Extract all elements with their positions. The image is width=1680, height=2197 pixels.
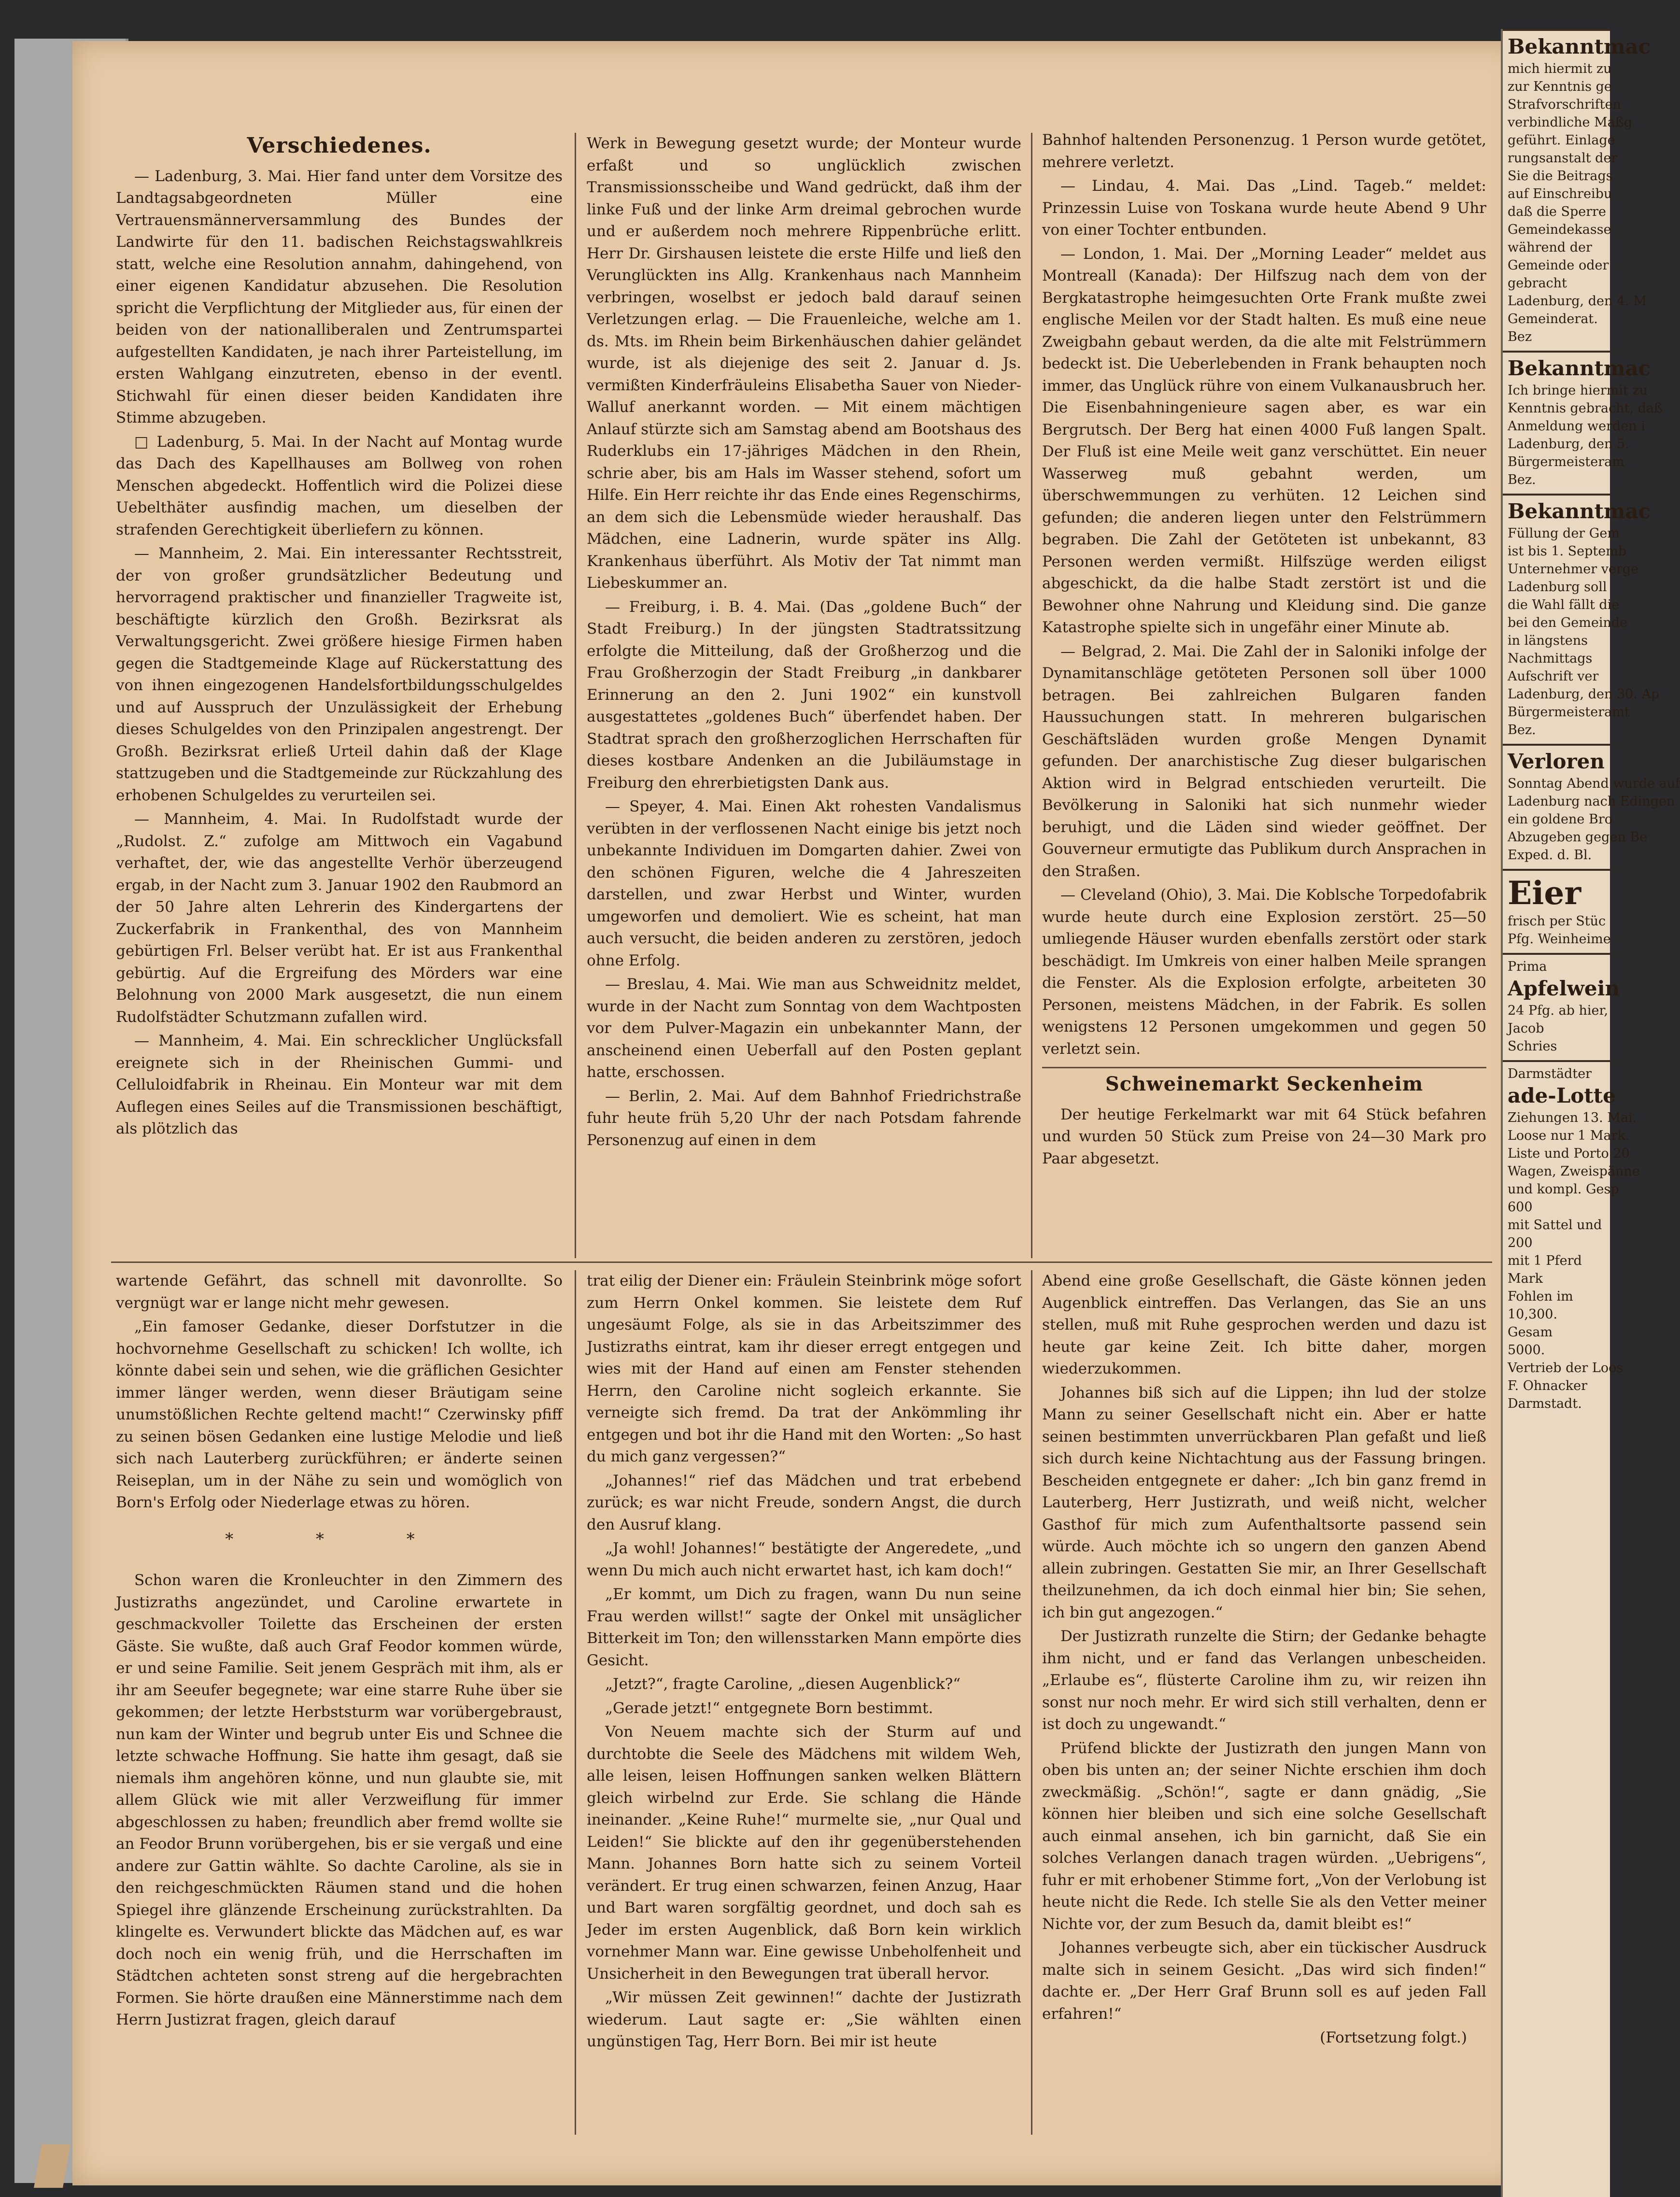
- continued-notice: (Fortsetzung folgt.): [1320, 2029, 1467, 2046]
- ad-line: daß die Sperre: [1508, 204, 1607, 219]
- ad-line: Exped. d. Bl.: [1508, 848, 1592, 863]
- ad-line: Gemeindekasse: [1508, 222, 1611, 237]
- ad-line: rungsanstalt der: [1508, 151, 1618, 166]
- ad-heading: ade-Lotte: [1508, 1084, 1616, 1107]
- ad-line: Ladenburg nach Edingen: [1508, 794, 1675, 809]
- ad-line: Fohlen im: [1508, 1289, 1573, 1304]
- ad-line: geführt. Einlage: [1508, 133, 1615, 148]
- ad-line: während der: [1508, 240, 1592, 255]
- ad-line: mit 1 Pferd: [1508, 1253, 1582, 1268]
- ad-line: und kompl. Gesp: [1508, 1182, 1619, 1197]
- ad-line: Strafvorschriften: [1508, 97, 1621, 112]
- story-paragraph: Abend eine große Gesellschaft, die Gäste können jeden Augenblick eintreffen. Das Verlangen, das Sie an uns stellen, muß mit Ruhe gesprochen werden und dazu ist heute gar keine Zeit. Ich bitte daher, morgen wiederzukommen.: [1042, 1272, 1486, 1377]
- column-bottom-1: [116, 1270, 563, 2140]
- article-paragraph: — Mannheim, 4. Mai. In Rudolfstadt wurde der „Rudolst. Z.“ zufolge am Mittwoch ein Vagabund verhaftet, der, wie das angestellte Verhör überzeugend ergab, in der Nacht zum 3. Januar 1902 den Raubmord an der 50 Jahre alten Lehrerin des Kindergartens der Zuckerfabrik in Frankenthal, des von Mannheim gebürtigen Frl. Belser verübt hat. Er ist aus Frankenthal gebürtig. Auf die Ergreifung des Mörders war eine Belohnung von 2000 Mark ausgesetzt, die nun einem Rudolfstädter Schutzmann zufallen wird.: [116, 810, 563, 1026]
- story-paragraph: „Ein famoser Gedanke, dieser Dorfstutzer in die hochvornehme Gesellschaft zu schicken! Ich wollte, ich könnte dabei sein und sehen, wie die gräflichen Gesichter immer länger werden, wenn dieser Bräutigam seine unumstößlichen Rechte geltend macht!“ Czerwinsky pfiff zu seinen bösen Gedanken eine lustige Melodie und ließ sich nach Lauterberg zurückführen; er änderte seinen Reiseplan, um in der Nähe zu sein und womöglich von Born's Erfolg oder Niederlage etwas zu hören.: [116, 1318, 563, 1511]
- ad-line: Kenntnis gebracht, daß: [1508, 401, 1663, 416]
- story-paragraph: wartende Gefährt, das schnell mit davonrollte. So vergnügt war er lange nicht mehr gewesen.: [116, 1272, 563, 1312]
- ad-line: Schries: [1508, 1039, 1557, 1054]
- ad-line: mich hiermit zu: [1508, 61, 1612, 76]
- column-rule: [1031, 133, 1032, 1258]
- ad-line: 24 Pfg. ab hier,: [1508, 1003, 1609, 1018]
- article-paragraph: — Berlin, 2. Mai. Auf dem Bahnhof Friedrichstraße fuhr heute früh 5,20 Uhr der nach Potsdam fahrende Personenzug auf einen in dem: [587, 1087, 1021, 1149]
- column-bottom-3: [1042, 1270, 1486, 2140]
- article-paragraph: — Freiburg, i. B. 4. Mai. (Das „goldene Buch“ der Stadt Freiburg.) In der jüngsten Stadtratssitzung erfolgte die Mitteilung, daß der Großherzog und die Frau Großherzogin der Stadt Freiburg „in dankbarer Erinnerung an den 2. Juni 1902“ ein kunstvoll ausgestattetes „goldenes Buch“ überfendet haben. Der Stadtrat sprach den großherzoglichen Herrschaften für dieses kostbare Andenken an die Jubiläumstage in Freiburg den ehrerbietigsten Dank aus.: [587, 598, 1021, 792]
- ad-line: bei den Gemeinde: [1508, 615, 1628, 630]
- ad-line: Aufschrift ver: [1508, 669, 1599, 684]
- ad-line: ein goldene Bro: [1508, 812, 1612, 827]
- article-paragraph: — Belgrad, 2. Mai. Die Zahl der in Saloniki infolge der Dynamitanschläge getöteten Personen soll über 1000 betragen. Bei zahlreichen Bulgaren fanden Haussuchungen statt. In mehreren bulgarischen Geschäftsläden wurden große Mengen Dynamit gefunden. Der anarchistische Zug dieser bulgarischen Aktion wird in Belgrad entschieden verurteilt. Die Bevölkerung in Saloniki hat sich nunmehr wieder beruhigt, und die Läden sind wieder geöffnet. Der Gouverneur ermutigte das Publikum durch Ansprachen in den Straßen.: [1042, 642, 1486, 880]
- ad-heading: Bekanntmac: [1508, 35, 1651, 58]
- ad-preline: Darmstädter: [1508, 1066, 1592, 1081]
- ad-line: Pfg. Weinheime: [1508, 932, 1611, 947]
- column-top-3: [1042, 129, 1486, 1255]
- ad-line: die Wahl fällt die: [1508, 597, 1620, 612]
- article-paragraph: — London, 1. Mai. Der „Morning Leader“ meldet aus Montreall (Kanada): Der Hilfszug nach dem von der Bergkatastrophe heimgesuchten Orte Frank mußte zwei englische Meilen vor der Stadt halten. Es muß eine neue Zweigbahn gebaut werden, da die alte mit Felstrümmern bedeckt ist. Die Ueberlebenden in Frank behaupten noch immer, das Unglück rühre von einem Vulkanausbruch her. Die Eisenbahningenieure sagen aber, es war ein Bergrutsch. Der Berg hat einen 4000 Fuß langen Spalt. Der Fluß ist eine Meile weit ganz verschüttet. Ein neuer Wasserweg muß gebahnt werden, um überschwemmungen zu verhüten. 12 Leichen sind gefunden; die anderen liegen unter den Felstrümmern begraben. Die Zahl der Getöteten ist unbekannt, 83 Personen werden vermißt. Hilfszüge werden eiligst abgeschickt, da die halbe Stadt zerstört ist und die Bewohner ohne Nahrung und Kleidung sind. Die ganze Katastrophe spielte sich in ungefähr einer Minute ab.: [1042, 245, 1486, 636]
- ad-heading: Bekanntmac: [1508, 356, 1651, 380]
- article-paragraph: — Lindau, 4. Mai. Das „Lind. Tageb.“ meldet: Prinzessin Luise von Toskana wurde heute Abend 9 Uhr von einer Tochter entbunden.: [1042, 177, 1486, 239]
- ad-line: 200: [1508, 1235, 1533, 1250]
- story-paragraph: Von Neuem machte sich der Sturm auf und durchtobte die Seele des Mädchens mit wildem Weh, alle leisen, leisen Hoffnungen sanken welken Blättern gleich wirbelnd zur Erde. Sie schlang die Hände ineinander. „Keine Ruhe!“ murmelte sie, „nur Qual und Leiden!“ Sie blickte auf den ihr gegenüberstehenden Mann. Johannes Born hatte sich zu seinem Vorteil verändert. Er trug einen schwarzen, feinen Anzug, Haar und Bart waren sorgfältig geordnet, und doch sah es Jeder im ersten Augenblick, daß Born kein wirklich vornehmer Mann war. Eine gewisse Unbeholfenheit und Unsicherheit in den Bewegungen trat überall hervor.: [587, 1723, 1021, 1983]
- article-paragraph: — Ladenburg, 3. Mai. Hier fand unter dem Vorsitze des Landtagsabgeordneten Müller eine Vertrauensmännerversammlung des Bundes der Landwirte für den 11. badischen Reichstagswahlkreis statt, welche eine Resolution annahm, dahingehend, von einer eigenen Kandidatur abzusehen. Die Resolution spricht die Verpflichtung der Mitglieder aus, für einen der beiden von der nationalliberalen und Zentrumspartei aufgestellten Kandidaten, je nach ihrer Parteistellung, im ersten Wahlgang einzutreten, ebenso in der eventl. Stichwahl für einen dieser beiden Kandidaten ihre Stimme abzugeben.: [116, 167, 563, 426]
- ad-line: Ladenburg, den 5.: [1508, 437, 1629, 452]
- ad-line: Gemeinderat.: [1508, 312, 1598, 326]
- story-paragraph: Schon waren die Kronleuchter in den Zimmern des Justizraths angezündet, und Caroline erwartete in geschmackvoller Toilette das Erscheinen der ersten Gäste. Sie wußte, daß auch Graf Feodor kommen würde, er und seine Familie. Seit jenem Gespräch mit ihm, als er ihr am Seeufer begegnete; war eine starre Ruhe über sie gekommen; der letzte Herbststurm war vorübergebraust, nun kam der Winter und begrub unter Eis und Schnee die letzte schwache Hoffnung. Sie hatte ihm gesagt, daß sie niemals ihm angehören könne, und nun glaubte sie, mit allem Glück wie mit aller Verzweiflung für immer abgeschlossen zu haben; freundlich aber fremd wollte sie an Feodor Brunn vorübergehen, bis er sie vergaß und eine andere zur Gattin wählte. So dachte Caroline, als sie in den reichgeschmückten Räumen stand und die hohen Spiegel ihre glänzende Erscheinung zurückstrahlten. Da klingelte es. Verwundert blickte das Mädchen auf, es war doch noch ein wenig früh, und die Herrschaften im Städtchen achteten sonst streng auf die hergebrachten Formen. Sie hörte draußen eine Männerstimme nach dem Herrn Justizrat fragen, gleich darauf: [116, 1572, 563, 2028]
- ad-heading-large: Eier: [1508, 874, 1581, 912]
- story-paragraph: Johannes verbeugte sich, aber ein tückischer Ausdruck malte sich in seinem Gesicht. „Das wird sich finden!“ dachte er. „Der Herr Graf Brunn soll es auf jeden Fall erfahren!“: [1042, 1939, 1486, 2023]
- section-break-stars: * * *: [225, 1529, 453, 1549]
- ad-line: verbindliche Maßg: [1508, 115, 1633, 130]
- ad-line: Ladenburg, den 4. M: [1508, 294, 1647, 309]
- ad-line: Anmeldung werden i: [1508, 419, 1645, 434]
- ad-line: Ladenburg, den 30. Ap: [1508, 687, 1660, 702]
- ad-line: zur Kenntnis ge: [1508, 79, 1612, 94]
- ad-line: Jacob: [1508, 1021, 1544, 1036]
- article-paragraph: □ Ladenburg, 5. Mai. In der Nacht auf Montag wurde das Dach des Kapellhauses am Bollweg von rohen Menschen abgedeckt. Hoffentlich wird die Polizei diese Uebelthäter ausfindig machen, um dieselben der strafenden Gerechtigkeit überliefern zu können.: [116, 433, 563, 539]
- ad-line: Gemeinde oder: [1508, 258, 1609, 273]
- story-paragraph: Johannes biß sich auf die Lippen; ihn lud der stolze Mann zu seiner Gesellschaft nicht ein. Aber er hatte seinen bestimmten unverrückbaren Plan gefaßt und ließ sich durch keine Nichtachtung aus der Fassung bringen. Bescheiden entgegnete er daher: „Ich bin ganz fremd in Lauterberg, Herr Justizrath, und weiß nicht, welcher Gasthof für mich zum Aufenthaltsorte passend sein würde. Auch möchte ich so ungern den ganzen Abend allein zubringen. Gestatten Sie mir, an Ihrer Gesellschaft theilzunehmen, da ich doch einmal hier bin; Sie sehen, ich bin gut angezogen.“: [1042, 1384, 1486, 1621]
- ad-line: 10,300.: [1508, 1307, 1558, 1322]
- article-paragraph: Bahnhof haltenden Personenzug. 1 Person wurde getötet, mehrere verletzt.: [1042, 131, 1486, 171]
- advertisement: [1503, 744, 1680, 869]
- ad-line: Loose nur 1 Mark.: [1508, 1128, 1630, 1143]
- section-rule: [111, 1262, 1492, 1263]
- ad-line: 600: [1508, 1200, 1533, 1215]
- ad-line: Gesam: [1508, 1325, 1553, 1340]
- ad-line: mit Sattel und: [1508, 1218, 1602, 1233]
- ad-line: Ziehungen 13. Mai.: [1508, 1110, 1637, 1125]
- ad-line: Nachmittags: [1508, 651, 1593, 666]
- article-paragraph: — Mannheim, 4. Mai. Ein schrecklicher Unglücksfall ereignete sich in der Rheinischen Gummi- und Celluloidfabrik in Rheinau. Ein Monteur war mit dem Auflegen eines Seiles auf die Transmissionen beschäftigt, als plötzlich das: [116, 1032, 563, 1137]
- ad-line: Darmstadt.: [1508, 1396, 1582, 1411]
- column-rule: [575, 1270, 576, 2135]
- story-paragraph: „Jetzt?“, fragte Caroline, „diesen Augenblick?“: [605, 1675, 961, 1693]
- column-top-2: [587, 133, 1021, 1253]
- advertisement: [1503, 869, 1610, 953]
- advertisement: [1503, 1060, 1640, 1417]
- story-paragraph: Prüfend blickte der Justizrath den jungen Mann von oben bis unten an; der seiner Nichte erschien ihm doch zweckmäßig. „Schön!“, sagte er dann gnädig, „Sie können hier bleiben und sich eine solche Gesellschaft auch einmal ansehen, ich bin garnicht, daß Sie ein solches Verlangen danach tragen würden. „Uebrigens“, fuhr er mit erhobener Stimme fort, „Von der Verlobung ist heute nicht die Rede. Ich stelle Sie als den Vetter meiner Nichte vor, der zum Besuch da, damit bleibt es!“: [1042, 1739, 1486, 1933]
- article-paragraph: — Cleveland (Ohio), 3. Mai. Die Koblsche Torpedofabrik wurde heute durch eine Explosion zerstört. 25—50 umliegende Häuser wurden ebenfalls zerstört oder stark beschädigt. Im Umkreis von einer halben Meile sprangen die Fenster. Als die Explosion erfolgte, arbeiteten 30 Personen, meistens Mädchen, in der Fabrik. Es sollen wenigstens 12 Personen umgekommen und gegen 50 verletzt sein.: [1042, 886, 1486, 1058]
- ad-line: Vertrieb der Loos: [1508, 1361, 1624, 1375]
- ad-line: Unternehmer verge: [1508, 562, 1639, 577]
- column-bottom-2: [587, 1270, 1021, 2140]
- story-paragraph: „Johannes!“ rief das Mädchen und trat erbebend zurück; es war nicht Freude, sondern Angst, die durch den Ausruf klang.: [587, 1472, 1021, 1533]
- story-paragraph: „Ja wohl! Johannes!“ bestätigte der Angeredete, „und wenn Du mich auch nicht erwartet hast, ich kam doch!“: [587, 1540, 1021, 1579]
- ad-line: in längstens: [1508, 633, 1588, 648]
- section-heading-verschiedenes: Verschiedenes.: [247, 133, 432, 158]
- column-rule: [1031, 1270, 1032, 2135]
- ad-line: frisch per Stüc: [1508, 914, 1606, 929]
- advertisement: [1503, 351, 1663, 494]
- story-paragraph: „Wir müssen Zeit gewinnen!“ dachte der Justizrath wiederum. Laut sagte er: „Sie wählten einen ungünstigen Tag, Herr Born. Bei mir ist heute: [587, 1989, 1021, 2050]
- article-paragraph: — Speyer, 4. Mai. Einen Akt rohesten Vandalismus verübten in der verflossenen Nacht einige bis jetzt noch unbekannte Individuen im Domgarten dahier. Zwei von den schönen Figuren, welche die 4 Jahreszeiten darstellen, und zwar Herbst und Winter, wurden umgeworfen und demoliert. Wie es scheint, hat man auch versucht, die beiden anderen zu zerstören, jedoch ohne Erfolg.: [587, 798, 1021, 969]
- ad-line: auf Einschreibu: [1508, 186, 1612, 201]
- market-text: Der heutige Ferkelmarkt war mit 64 Stück befahren und wurden 50 Stück zum Preise von 24—30 Mark pro Paar abgesetzt.: [1042, 1106, 1486, 1167]
- ad-line: Bez: [1508, 329, 1532, 344]
- column-rule: [575, 133, 576, 1258]
- story-paragraph: „Er kommt, um Dich zu fragen, wann Du nun seine Frau werden willst!“ sagte der Onkel mit unsäglicher Bitterkeit im Ton; den willensstarken Mann empörte dies Gesicht.: [587, 1586, 1021, 1669]
- ad-line: Bürgermeisteram: [1508, 454, 1624, 469]
- story-paragraph: „Gerade jetzt!“ entgegnete Born bestimmt.: [605, 1699, 933, 1717]
- ad-heading: Apfelwein: [1508, 977, 1620, 1000]
- advertisement: [1503, 953, 1620, 1060]
- ad-line: Ich bringe hiermit zu: [1508, 383, 1648, 398]
- right-page-ads: [1501, 29, 1680, 2197]
- ad-line: Ladenburg soll: [1508, 580, 1607, 595]
- ad-line: Wagen, Zweispänne: [1508, 1164, 1640, 1179]
- advertisement: [1503, 29, 1651, 351]
- ad-line: F. Ohnacker: [1508, 1378, 1588, 1393]
- article-paragraph: Werk in Bewegung gesetzt wurde; der Monteur wurde erfaßt und so unglücklich zwischen Transmissionsscheibe und Wand gedrückt, daß ihm der linke Fuß und der linke Arm dreimal gebrochen wurde und er außerdem noch mehrere Rippenbrüche erlitt. Herr Dr. Girshausen leistete die erste Hilfe und ließ den Verunglückten ins Allg. Krankenhaus nach Mannheim verbringen, woselbst er jedoch bald darauf seinen Verletzungen erlag. — Die Frauenleiche, welche am 1. ds. Mts. im Rhein beim Birkenhäuschen dahier geländet wurde, ist als diejenige des seit 2. Januar d. Js. vermißten Kinderfräuleins Elisabetha Sauer von Nieder-Walluf anerkannt worden. — Mit einem mächtigen Anlauf stürzte sich am Samstag abend am Bootshaus des Ruderklubs ein 17-jähriges Mädchen in den Rhein, schrie aber, bis am Hals im Wasser stehend, sofort um Hilfe. Ein Herr reichte ihr das Ende eines Regenschirms, an dem sich die Lebensmüde wieder heraushalf. Das Mädchen, eine Ladnerin, wurde später ins Allg. Krankenhaus überführt. Als Motiv der Tat nimmt man Liebeskummer an.: [587, 135, 1021, 592]
- ad-line: Sonntag Abend wurde auf: [1508, 776, 1680, 791]
- market-heading: Schweinemarkt Seckenheim: [1042, 1067, 1486, 1095]
- ad-line: Liste und Porto 20: [1508, 1146, 1630, 1161]
- ad-heading: Bekanntmac: [1508, 499, 1651, 523]
- ad-line: Füllung der Gem: [1508, 526, 1620, 541]
- advertisement: [1503, 494, 1660, 744]
- ad-line: gebracht: [1508, 276, 1567, 291]
- column-top-1: [116, 133, 563, 1253]
- ad-line: Bürgermeisteramt: [1508, 705, 1630, 720]
- ad-line: Sie die Beitrags: [1508, 169, 1613, 184]
- story-paragraph: trat eilig der Diener ein: Fräulein Steinbrink möge sofort zum Herrn Onkel kommen. Sie leistete dem Ruf ungesäumt Folge, als sie in das Arbeitszimmer des Justizraths eintrat, kam ihr dieser erregt entgegen und wies mit der Hand auf einen am Fenster stehenden Herrn, den Caroline nicht sogleich erkannte. Sie verneigte sich fremd. Da trat der Ankömmling ihr entgegen und bot ihr die Hand mit den Worten: „So hast du mich ganz vergessen?“: [587, 1272, 1021, 1465]
- story-paragraph: Der Justizrath runzelte die Stirn; der Gedanke behagte ihm nicht, und er fand das Verlangen unbescheiden. „Erlaube es“, flüsterte Caroline ihm zu, wir reizen ihn sonst nur noch mehr. Er wird sich still verhalten, denn er ist doch zu ungewandt.“: [1042, 1628, 1486, 1733]
- ad-line: Bez.: [1508, 723, 1536, 737]
- article-paragraph: — Breslau, 4. Mai. Wie man aus Schweidnitz meldet, wurde in der Nacht zum Sonntag von dem Wachtposten vor dem Pulver-Magazin ein unbekannter Mann, der anscheinend einen Ueberfall auf den Posten geplant hatte, erschossen.: [587, 976, 1021, 1081]
- ad-preline: Prima: [1508, 959, 1547, 974]
- ad-line: Abzugeben gegen Be: [1508, 830, 1648, 845]
- article-paragraph: — Mannheim, 2. Mai. Ein interessanter Rechtsstreit, der von großer grundsätzlicher Bedeutung und hervorragend praktischer und finanzieller Tragweite ist, beschäftigte kürzlich den Großh. Bezirksrat als Verwaltungsgericht. Zwei größere hiesige Firmen haben gegen die Stadtgemeinde Klage auf Rückerstattung des von ihnen eingezogenen Handelsfortbildungsschulgeldes und auf Ausspruch der Unzulässigkeit der Erhebung dieses Schulgeldes von den Prinzipalen angestrengt. Der Großh. Bezirksrat erließ Urteil dahin daß der Klage stattzugeben und die Stadtgemeinde zur Rückzahlung des erhobenen Schulgeldes zu verurteilen sei.: [116, 545, 563, 804]
- ad-heading: Verloren: [1508, 750, 1605, 773]
- ad-line: Mark: [1508, 1271, 1543, 1286]
- ad-line: 5000.: [1508, 1343, 1545, 1358]
- ad-line: Bez.: [1508, 472, 1536, 487]
- ad-line: ist bis 1. Septemb: [1508, 544, 1627, 559]
